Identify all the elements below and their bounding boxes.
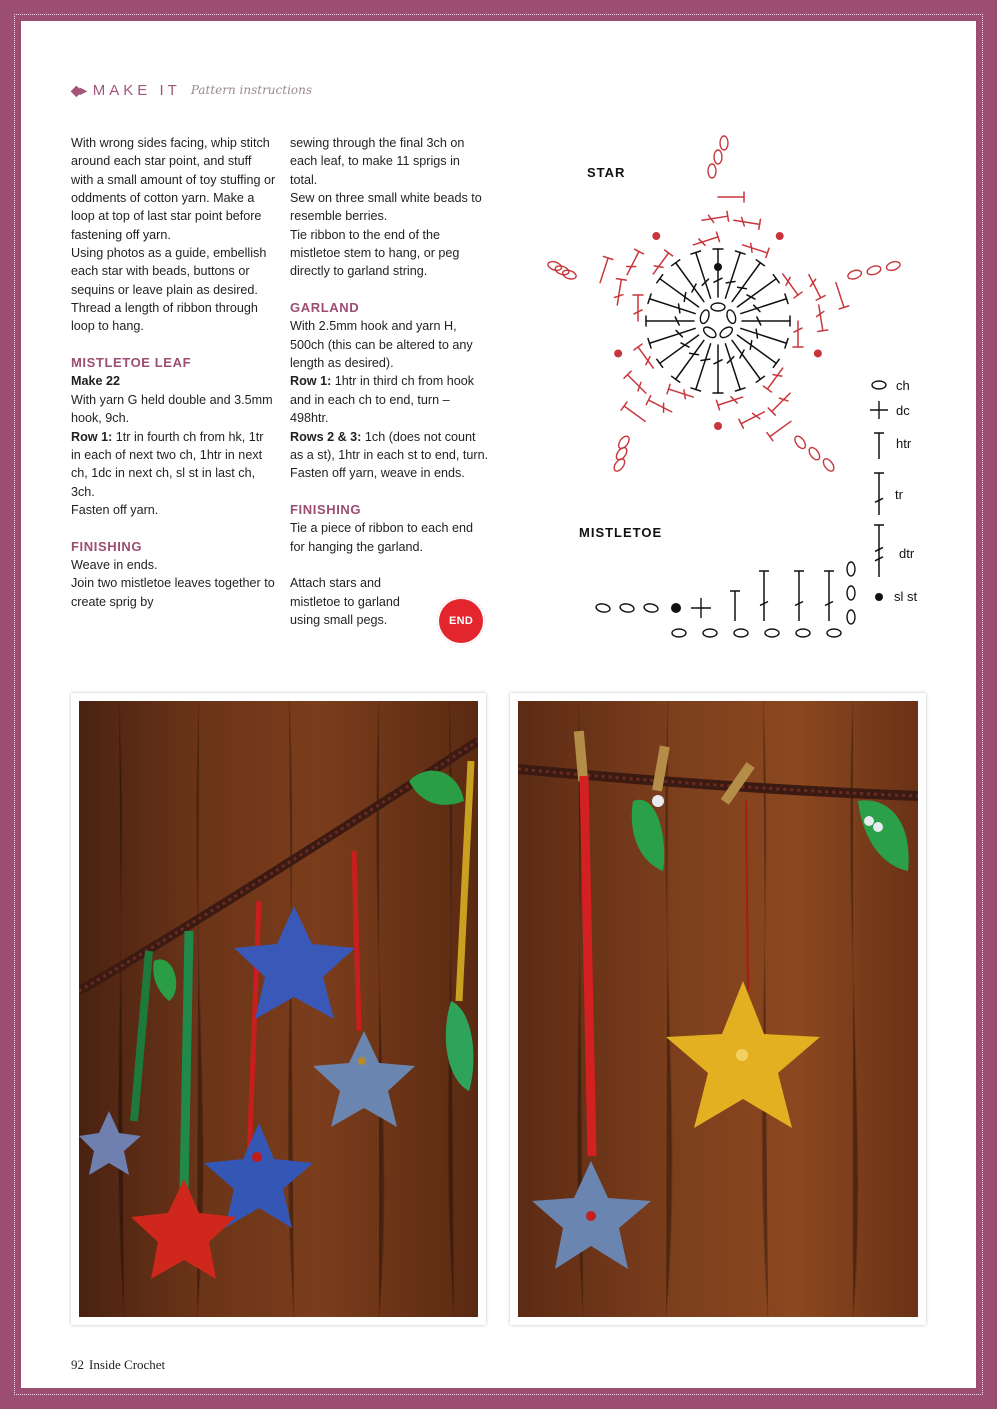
end-badge: END [437, 597, 485, 645]
outer-stitch-symbol [763, 365, 786, 392]
chain-stitch-symbol [821, 457, 836, 473]
legend-sl-st: sl st [894, 589, 918, 604]
paragraph: Using photos as a guide, embellish each star with beads, buttons or sequins or leave plain as desired. [71, 246, 267, 297]
heading-mistletoe-leaf: MISTLETOE LEAF [71, 355, 192, 371]
outer-stitch-symbol [621, 402, 648, 425]
heading-finishing: FINISHING [71, 538, 143, 554]
treble-stitch-symbol [739, 294, 788, 318]
paragraph: With wrong sides facing, whip stitch around each star point, and stuff with a small amount of toy stuffing or oddments of cotton yarn. Make a loop at top of last star point before fastening off yarn. [71, 136, 276, 242]
chain-stitch-symbol [619, 603, 634, 613]
paragraph: Fasten off yarn, weave in ends. [290, 466, 465, 481]
photo-garland-stars [71, 693, 486, 1325]
chain-stitch-symbol [847, 562, 855, 576]
magazine-title: Inside Crochet [89, 1357, 166, 1372]
star-chart-diagram [21, 21, 976, 681]
treble-stitch-symbol [646, 316, 694, 326]
tr-legend-symbol [874, 473, 884, 515]
slip-stitch-symbol [776, 232, 784, 240]
chain-stitch-symbol [718, 325, 734, 340]
slip-stitch-symbol [671, 603, 681, 613]
outer-stitch-symbol [646, 396, 674, 417]
outer-stitch-symbol [733, 215, 760, 229]
heading-garland: GARLAND [290, 300, 360, 316]
chain-stitch-symbol [734, 629, 748, 637]
chain-stitch-symbol [885, 260, 901, 272]
treble-stitch-symbol [721, 251, 745, 300]
chain-stitch-symbol [872, 381, 886, 389]
htr-stitch-symbol [730, 591, 740, 621]
chain-stitch-symbol [866, 264, 882, 276]
treble-stitch-symbol [691, 251, 715, 300]
outer-stitch-symbol [716, 392, 744, 410]
tr-stitch-symbol [759, 571, 769, 621]
chain-stitch-symbol [793, 434, 808, 450]
chain-stitch-symbol [807, 446, 822, 462]
outer-stitch-symbol [804, 272, 825, 300]
paragraph: Fasten off yarn. [71, 502, 159, 517]
paragraph: sewing through the final 3ch on each leaf, to make 11 sprigs in total. [290, 136, 465, 187]
treble-stitch-symbol [742, 316, 790, 326]
row-label: Rows 2 & 3: [290, 429, 362, 444]
outer-stitch-symbol [814, 304, 828, 331]
legend-ch: ch [896, 378, 910, 393]
outer-stitch-symbol [767, 417, 794, 440]
paragraph: Thread a length of ribbon through loop to hang. [71, 301, 258, 334]
outer-stitch-symbol [793, 321, 803, 347]
treble-stitch-symbol [728, 337, 764, 382]
row-text: 1tr in fourth ch from hk, 1tr in each of next two ch, 1htr in next ch, 1dc in next ch, sl st in last ch, 3ch. [71, 429, 264, 499]
photo-garland-close-up [510, 693, 926, 1325]
chain-stitch-symbol [643, 603, 658, 613]
chain-stitch-symbol [595, 603, 610, 613]
treble-stitch-symbol [721, 342, 745, 391]
outer-stitch-symbol [667, 384, 695, 402]
chain-stitch-symbol [847, 269, 863, 281]
treble-stitch-symbol [734, 275, 779, 311]
outer-stitch-symbol [779, 271, 802, 298]
chain-stitch-symbol [612, 457, 627, 473]
legend-htr: htr [896, 436, 912, 451]
section-title: MAKE IT [92, 81, 181, 99]
chain-stitch-symbol [699, 309, 711, 325]
treble-stitch-symbol [657, 331, 702, 367]
chain-stitch-symbol [702, 325, 718, 340]
treble-stitch-symbol [713, 345, 723, 393]
heading-finishing: FINISHING [290, 501, 362, 517]
slip-stitch-symbol [814, 349, 822, 357]
chain-stitch-symbol [720, 136, 728, 150]
paragraph: Tie ribbon to the end of the mistletoe stem to hang, or peg directly to garland string. [290, 227, 460, 279]
chain-stitch-symbol [725, 309, 737, 325]
treble-stitch-symbol [648, 324, 697, 348]
treble-stitch-symbol [648, 294, 697, 318]
star-diagram-label: STAR [587, 165, 626, 180]
paragraph: Attach stars and mistletoe to garland using small pegs. [290, 576, 400, 627]
legend-tr: tr [895, 487, 903, 502]
chain-stitch-symbol [827, 629, 841, 637]
outer-stitch-symbol [741, 240, 769, 258]
outer-stitch-symbol [768, 390, 793, 415]
paragraph: With yarn G held double and 3.5mm hook, 9ch. [71, 392, 273, 426]
paragraph: With 2.5mm hook and yarn H, 500ch (this can be altered to any length as desired). [290, 319, 473, 371]
chain-stitch-symbol [714, 150, 722, 164]
outer-stitch-symbol [739, 407, 767, 428]
paragraph: Sew on three small white beads to resemble berries. [290, 191, 482, 224]
tr-stitch-symbol [794, 571, 804, 621]
section-subtitle: Pattern instructions [190, 83, 313, 97]
chain-stitch-symbol [847, 610, 855, 624]
chain-stitch-symbol [708, 164, 716, 178]
outer-stitch-symbol [649, 250, 672, 277]
treble-stitch-symbol [691, 342, 715, 391]
outer-stitch-symbol [634, 344, 657, 371]
outer-stitch-symbol [718, 192, 744, 202]
outer-stitch-symbol [612, 279, 626, 306]
legend-dc: dc [896, 403, 910, 418]
chain-stitch-symbol [703, 629, 717, 637]
outer-stitch-symbol [831, 281, 849, 309]
row-text: 1ch (does not count as a st), 1htr in each st to end, turn. [290, 429, 489, 462]
outer-stitch-symbol [595, 256, 613, 284]
outer-stitch-symbol [624, 371, 649, 396]
chain-stitch-symbol [711, 303, 725, 311]
chain-stitch-symbol [672, 629, 686, 637]
row-label: Row 1: [290, 374, 332, 389]
make-count: Make 22 [71, 374, 121, 389]
paragraph: Tie a piece of ribbon to each end for hanging the garland. [290, 521, 473, 554]
slip-stitch-symbol [714, 422, 722, 430]
slip-stitch-symbol [652, 232, 660, 240]
row-text: 1htr in third ch from hook and in each ch to end, turn – 498htr. [290, 374, 475, 426]
outer-stitch-symbol [701, 211, 728, 225]
outer-stitch-symbol [623, 249, 644, 277]
paragraph: Weave in ends. [71, 557, 158, 572]
htr-legend-symbol [874, 433, 884, 459]
treble-stitch-symbol [713, 249, 723, 297]
legend-dtr: dtr [899, 546, 915, 561]
treble-stitch-symbol [672, 260, 708, 305]
sl-st-legend-symbol [875, 593, 883, 601]
page-number: 92 [71, 1357, 84, 1372]
chain-stitch-symbol [847, 586, 855, 600]
chain-stitch-symbol [765, 629, 779, 637]
page [21, 21, 976, 1388]
page-footer [71, 1357, 165, 1373]
mistletoe-diagram-label: MISTLETOE [579, 525, 663, 540]
tr-stitch-symbol [824, 571, 834, 621]
row-label: Row 1: [71, 429, 113, 444]
paragraph: Join two mistletoe leaves together to create sprig by [71, 576, 275, 609]
slip-stitch-symbol [714, 263, 722, 271]
slip-stitch-symbol [614, 349, 622, 357]
treble-stitch-symbol [739, 324, 788, 348]
arrow-icon: ◆▸ [71, 81, 85, 98]
dtr-legend-symbol [874, 525, 884, 577]
outer-stitch-symbol [692, 232, 720, 250]
outer-stitch-symbol [633, 295, 643, 321]
chain-stitch-symbol [796, 629, 810, 637]
